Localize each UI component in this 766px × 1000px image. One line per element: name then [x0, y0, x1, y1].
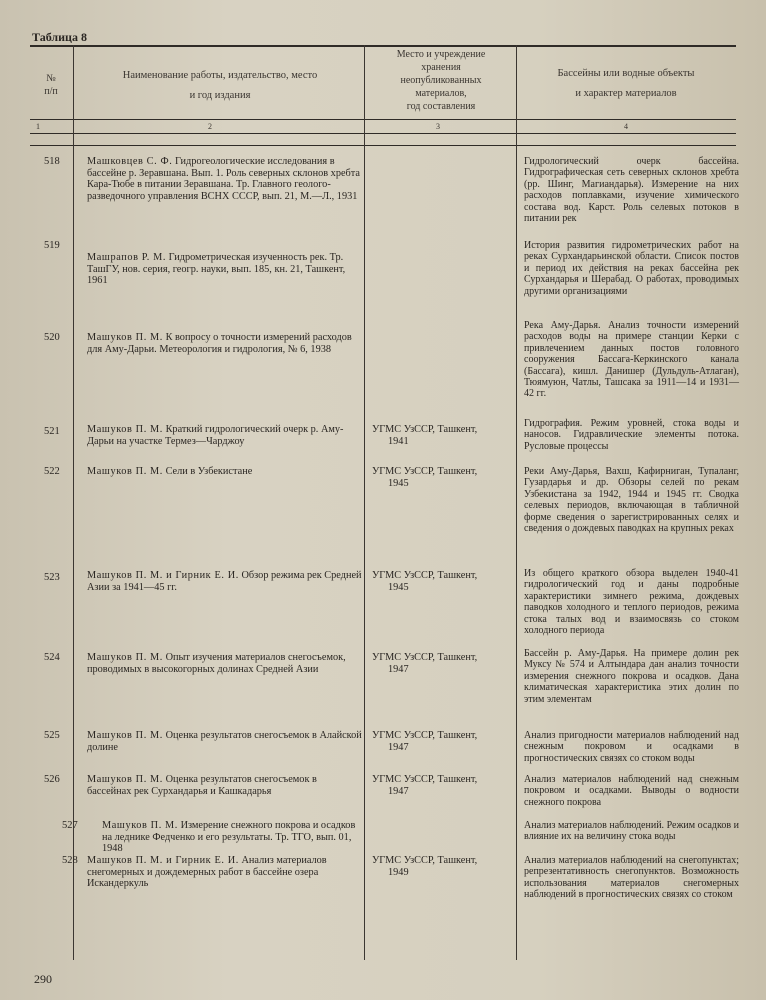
column-number-3: 3 — [436, 122, 440, 131]
description-cell: Анализ материалов наблюдений. Режим осадков и влияние их на величину стока воды — [524, 820, 739, 843]
storage-cell — [372, 652, 518, 675]
work-title: Измерение снежного покрова и осадков на леднике Федченко и его результаты. Тр. ТГО, вып. 01, 1948 — [102, 820, 356, 855]
column-number-2: 2 — [208, 122, 212, 131]
author: Машуков П. М. — [102, 820, 178, 831]
header-col4 — [518, 64, 734, 104]
storage-place: УГМС УзССР, Ташкент, — [372, 730, 478, 741]
storage-year: 1947 — [388, 741, 409, 753]
page-number: 290 — [34, 972, 52, 986]
work-title-cell — [87, 652, 362, 675]
storage-cell — [372, 774, 518, 797]
work-title-cell — [87, 855, 362, 890]
column-divider-2 — [364, 45, 365, 960]
storage-year: 1945 — [388, 477, 409, 489]
work-title-cell — [87, 332, 362, 355]
storage-cell — [372, 570, 518, 593]
work-title-cell — [87, 156, 362, 202]
header-mid-rule — [30, 119, 736, 120]
header-col3-line3: неопубликованных — [400, 75, 482, 86]
header-col3-line4: материалов, — [415, 88, 467, 99]
author: Машуков П. М. — [87, 466, 163, 477]
table-label: Таблица 8 — [32, 30, 87, 44]
header-col3-line2: хранения — [421, 62, 461, 73]
row-number: 527 — [62, 820, 78, 831]
row-number: 524 — [44, 652, 60, 663]
author: Машуков П. М. — [87, 652, 163, 663]
header-col1-line2: п/п — [44, 86, 58, 97]
storage-place: УГМС УзССР, Ташкент, — [372, 855, 478, 866]
storage-place: УГМС УзССР, Ташкент, — [372, 466, 478, 477]
storage-place: УГМС УзССР, Ташкент, — [372, 570, 478, 581]
storage-year: 1941 — [388, 435, 409, 447]
storage-year: 1945 — [388, 581, 409, 593]
storage-place: УГМС УзССР, Ташкент, — [372, 424, 478, 435]
row-number: 522 — [44, 466, 60, 477]
description-cell: Из общего краткого обзора выделен 1940-41 гидрологический год и даны подробные характеристики зимнего режима, дождевых паводков холодного и теплого периодов, режима стока талых вод и взаимосвязь со стоком холодного периода — [524, 568, 739, 637]
work-title: Опыт изучения материалов снегосъемок, проводимых в высокогорных долинах Средней Азии — [87, 652, 346, 675]
header-col2 — [78, 66, 362, 106]
author: Машуков П. М. — [87, 730, 163, 741]
author: Машуков П. М. — [87, 774, 163, 785]
column-number-4: 4 — [624, 122, 628, 131]
storage-cell — [372, 466, 518, 489]
row-number: 523 — [44, 572, 60, 583]
description-cell: Бассейн р. Аму-Дарья. На примере долин рек Муксу № 574 и Алтындара дан анализ точности измерения снежного покрова и осадков. Дана климатическая характеристика этих долин по этим элементам — [524, 648, 739, 705]
row-number: 526 — [44, 774, 60, 785]
work-title-cell — [87, 730, 362, 753]
storage-year: 1947 — [388, 785, 409, 797]
work-title: Обзор режима рек Средней Азии за 1941—45 гг. — [87, 570, 362, 593]
work-title: Оценка результатов снегосъемок в бассейнах рек Сурхандарья и Кашкадарья — [87, 774, 317, 797]
work-title: Гидрогеологические исследования в бассейне р. Зеравшана. Вып. 1. Роль северных склонов хребта Кара-Тюбе в питании Зеравшана. Тр. Главного геолого-разведочного управления ВСНХ СССР, вып. 21, М.—Л., 1931 — [87, 156, 360, 202]
description-cell: Река Аму-Дарья. Анализ точности измерений расходов воды на примере станции Керки с привлечением данных постов головного сооружения Бассага-Керкинского канала (Бассага), кишл. Данишер (Дульдуль-Атлаган), Тюямуюн, Чатлы, Ташсака за 1911—14 и 1931—42 гг. — [524, 320, 739, 400]
header-bottom-rule — [30, 133, 736, 134]
header-col4-line2: и характер материалов — [575, 88, 677, 99]
author: Машуков П. М. — [87, 332, 163, 343]
work-title-cell — [87, 252, 362, 287]
header-col3 — [366, 48, 516, 113]
work-title: Оценка результатов снегосъемок в Алайской долине — [87, 730, 362, 753]
header-col3-line5: год составления — [406, 101, 476, 112]
header-col4-line1: Бассейны или водные объекты — [557, 68, 695, 79]
header-col2-line1: Наименование работы, издательство, место — [122, 70, 318, 81]
description-cell: Анализ пригодности материалов наблюдений над снежным покровом и осадками в прогностических связях со стоком воды — [524, 730, 739, 764]
header-col2-line2: и год издания — [189, 90, 251, 101]
work-title-cell — [87, 570, 362, 593]
column-divider-3 — [516, 45, 517, 960]
storage-place: УГМС УзССР, Ташкент, — [372, 652, 478, 663]
storage-year: 1949 — [388, 866, 409, 878]
header-top-rule — [30, 45, 736, 47]
author: Машрапов Р. М. — [87, 252, 167, 263]
row-number: 521 — [44, 426, 60, 437]
work-title: Анализ материалов снегомерных и дождемерных работ в бассейне озера Искандеркуль — [87, 855, 327, 890]
work-title: К вопросу о точности измерений расходов для Аму-Дарьи. Метеорология и гидрология, № 6, 1938 — [87, 332, 352, 355]
description-cell: Анализ материалов наблюдений на снегопунктах; репрезентативность снегопунктов. Возможность использования материалов снегомерных наблюдений в прогностических связях со стоком — [524, 855, 739, 901]
storage-cell — [372, 730, 518, 753]
storage-year: 1947 — [388, 663, 409, 675]
description-cell: История развития гидрометрических работ на реках Сурхандарьинской области. Список постов и период их действия на реках бассейна рек Сурхандарья и Шерабад. О работах, проводимых другими организациями — [524, 240, 739, 297]
header-col1-line1: № — [46, 73, 56, 84]
work-title: Краткий гидрологический очерк р. Аму-Дарьи на участке Термез—Чарджоу — [87, 424, 344, 447]
row-number: 525 — [44, 730, 60, 741]
header-separator-rule — [30, 145, 736, 146]
work-title: Гидрометрическая изученность рек. Тр. ТашГУ, нов. серия, геогр. науки, вып. 185, кн. 21, Ташкент, 1961 — [87, 252, 346, 287]
work-title-cell — [87, 466, 362, 478]
header-col3-line1: Место и учреждение — [396, 49, 486, 60]
work-title-cell — [102, 820, 360, 855]
header-col1 — [33, 72, 69, 98]
column-number-1: 1 — [36, 122, 40, 131]
row-number: 528 — [62, 855, 78, 866]
description-cell: Реки Аму-Дарья, Вахш, Кафирниган, Тупаланг, Гузардарья и др. Обзоры селей по рекам Узбекистана за 1942, 1944 и 1945 гг. Сводка селевых периодов, включающая в табличной форме сведения о зарегистрированных селях и сведения о дождевых паводках на крупных реках — [524, 466, 739, 535]
description-cell: Гидрологический очерк бассейна. Гидрографическая сеть северных склонов хребта (рр. Шинг, Магиандарья). Измерение на них расходов поплавками, изучение химического состава вод. Карст. Роль селевых потоков в питании рек — [524, 156, 739, 225]
description-cell: Анализ материалов наблюдений над снежным покровом и осадками. Выводы о водности снежного покрова — [524, 774, 739, 808]
work-title: Сели в Узбекистане — [165, 466, 253, 477]
storage-cell — [372, 424, 518, 447]
author: Машуков П. М. и Гирник Е. И. — [87, 855, 239, 866]
work-title-cell — [87, 774, 362, 797]
author: Машуков П. М. — [87, 424, 163, 435]
description-cell: Гидрография. Режим уровней, стока воды и наносов. Гидравлические элементы потока. Русловые процессы — [524, 418, 739, 452]
storage-cell — [372, 855, 518, 878]
storage-place: УГМС УзССР, Ташкент, — [372, 774, 478, 785]
author: Машуков П. М. и Гирник Е. И. — [87, 570, 239, 581]
row-number: 520 — [44, 332, 60, 343]
work-title-cell — [87, 424, 362, 447]
row-number: 519 — [44, 240, 60, 251]
author: Машковцев С. Ф. — [87, 156, 173, 167]
row-number: 518 — [44, 156, 60, 167]
